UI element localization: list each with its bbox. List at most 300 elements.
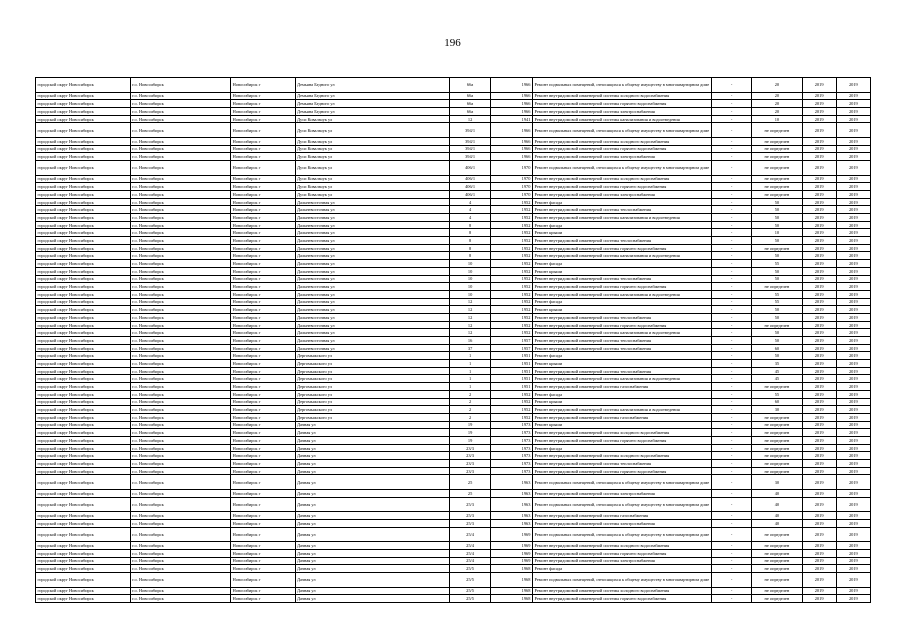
work-type-cell: Ремонт внутридомовой инженерной системы горячего водоснабжения	[532, 283, 711, 291]
end-year-cell: 2019	[836, 153, 870, 161]
city-cell: Новосибирск г	[231, 329, 295, 337]
dash-cell: -	[712, 321, 752, 329]
dash-cell: -	[712, 413, 752, 421]
house-number-cell: 2	[450, 390, 490, 398]
dash-cell: -	[712, 100, 752, 108]
amount-cell: 55	[752, 390, 802, 398]
house-number-cell: 406/1	[450, 190, 490, 198]
municipality-cell: г.о. Новосибирск	[130, 467, 231, 475]
end-year-cell: 2019	[836, 175, 870, 183]
dash-cell: -	[712, 161, 752, 176]
municipality-cell: г.о. Новосибирск	[130, 115, 231, 123]
street-cell: Дачная ул	[295, 460, 450, 468]
municipality-cell: г.о. Новосибирск	[130, 329, 231, 337]
street-cell: Дальневосточная ул	[295, 306, 450, 314]
region-cell: городской округ Новосибирск	[36, 313, 131, 321]
house-number-cell: 25/4	[450, 557, 490, 565]
work-type-cell: Ремонт подвальных помещений, относящихся к общему имуществу в многоквартирном доме	[532, 573, 711, 588]
region-cell: городской округ Новосибирск	[36, 244, 131, 252]
table-row	[36, 190, 871, 198]
start-year-cell: 2019	[802, 383, 836, 391]
amount-cell: не определен	[752, 573, 802, 588]
region-cell: городской округ Новосибирск	[36, 497, 131, 512]
table-row	[36, 549, 871, 557]
municipality-cell: г.о. Новосибирск	[130, 595, 231, 603]
region-cell: городской округ Новосибирск	[36, 221, 131, 229]
region-cell: городской округ Новосибирск	[36, 206, 131, 214]
amount-cell: 40	[752, 497, 802, 512]
end-year-cell: 2019	[836, 436, 870, 444]
municipality-cell: г.о. Новосибирск	[130, 383, 231, 391]
start-year-cell: 2019	[802, 252, 836, 260]
work-type-cell: Ремонт внутридомовой инженерной системы холодного водоснабжения	[532, 587, 711, 595]
street-cell: Дуси Ковальчук ул	[295, 190, 450, 198]
build-year-cell: 1952	[490, 237, 532, 245]
work-type-cell: Ремонт фасада	[532, 260, 711, 268]
street-cell: Дальневосточная ул	[295, 244, 450, 252]
region-cell: городской округ Новосибирск	[36, 283, 131, 291]
build-year-cell: 1968	[490, 565, 532, 573]
build-year-cell: 1966	[490, 123, 532, 138]
table-row	[36, 352, 871, 360]
end-year-cell: 2019	[836, 527, 870, 542]
dash-cell: -	[712, 444, 752, 452]
table-row	[36, 375, 871, 383]
start-year-cell: 2019	[802, 413, 836, 421]
house-number-cell: 66а	[450, 107, 490, 115]
table-row	[36, 275, 871, 283]
start-year-cell: 2019	[802, 92, 836, 100]
house-number-cell: 394/1	[450, 137, 490, 145]
house-number-cell: 25/4	[450, 527, 490, 542]
table-row	[36, 565, 871, 573]
work-type-cell: Ремонт внутридомовой инженерной системы теплоснабжения	[532, 275, 711, 283]
municipality-cell: г.о. Новосибирск	[130, 360, 231, 368]
house-number-cell: 66а	[450, 78, 490, 93]
amount-cell: 50	[752, 252, 802, 260]
amount-cell: 55	[752, 290, 802, 298]
house-number-cell: 23/3	[450, 444, 490, 452]
municipality-cell: г.о. Новосибирск	[130, 313, 231, 321]
region-cell: городской округ Новосибирск	[36, 549, 131, 557]
house-number-cell: 1	[450, 375, 490, 383]
table-row	[36, 321, 871, 329]
dash-cell: -	[712, 283, 752, 291]
start-year-cell: 2019	[802, 587, 836, 595]
start-year-cell: 2019	[802, 406, 836, 414]
start-year-cell: 2019	[802, 229, 836, 237]
dash-cell: -	[712, 275, 752, 283]
municipality-cell: г.о. Новосибирск	[130, 290, 231, 298]
start-year-cell: 2019	[802, 321, 836, 329]
table-row	[36, 137, 871, 145]
work-type-cell: Ремонт внутридомовой инженерной системы горячего водоснабжения	[532, 321, 711, 329]
start-year-cell: 2019	[802, 313, 836, 321]
table-row	[36, 475, 871, 490]
dash-cell: -	[712, 306, 752, 314]
build-year-cell: 1973	[490, 436, 532, 444]
dash-cell: -	[712, 229, 752, 237]
region-cell: городской округ Новосибирск	[36, 298, 131, 306]
street-cell: Дачная ул	[295, 587, 450, 595]
start-year-cell: 2019	[802, 344, 836, 352]
street-cell: Дачная ул	[295, 436, 450, 444]
dash-cell: -	[712, 527, 752, 542]
amount-cell: 50	[752, 313, 802, 321]
work-type-cell: Ремонт внутридомовой инженерной системы канализования и водоотведения	[532, 375, 711, 383]
amount-cell: не определен	[752, 565, 802, 573]
end-year-cell: 2019	[836, 283, 870, 291]
work-type-cell: Ремонт подвальных помещений, относящихся к общему имуществу в многоквартирном доме	[532, 497, 711, 512]
street-cell: Дальневосточная ул	[295, 206, 450, 214]
table-row	[36, 542, 871, 550]
amount-cell: 45	[752, 375, 802, 383]
city-cell: Новосибирск г	[231, 260, 295, 268]
build-year-cell: 1951	[490, 375, 532, 383]
amount-cell: 30	[752, 475, 802, 490]
end-year-cell: 2019	[836, 367, 870, 375]
start-year-cell: 2019	[802, 367, 836, 375]
work-type-cell: Ремонт крыши	[532, 398, 711, 406]
region-cell: городской округ Новосибирск	[36, 161, 131, 176]
city-cell: Новосибирск г	[231, 497, 295, 512]
region-cell: городской округ Новосибирск	[36, 145, 131, 153]
work-type-cell: Ремонт внутридомовой инженерной системы газоснабжения	[532, 512, 711, 520]
dash-cell: -	[712, 360, 752, 368]
build-year-cell: 1973	[490, 460, 532, 468]
region-cell: городской округ Новосибирск	[36, 595, 131, 603]
start-year-cell: 2019	[802, 429, 836, 437]
start-year-cell: 2019	[802, 452, 836, 460]
end-year-cell: 2019	[836, 183, 870, 191]
house-number-cell: 1	[450, 352, 490, 360]
street-cell: Дачная ул	[295, 497, 450, 512]
table-row	[36, 229, 871, 237]
end-year-cell: 2019	[836, 298, 870, 306]
dash-cell: -	[712, 436, 752, 444]
street-cell: Дергомыжского ул	[295, 367, 450, 375]
work-type-cell: Ремонт внутридомовой инженерной системы газоснабжения	[532, 383, 711, 391]
municipality-cell: г.о. Новосибирск	[130, 153, 231, 161]
amount-cell: не определен	[752, 190, 802, 198]
dash-cell: -	[712, 206, 752, 214]
start-year-cell: 2019	[802, 337, 836, 345]
city-cell: Новосибирск г	[231, 549, 295, 557]
house-number-cell: 1	[450, 367, 490, 375]
amount-cell: не определен	[752, 557, 802, 565]
street-cell: Демьяна Бедного ул	[295, 92, 450, 100]
work-type-cell: Ремонт фасада	[532, 352, 711, 360]
city-cell: Новосибирск г	[231, 244, 295, 252]
city-cell: Новосибирск г	[231, 283, 295, 291]
amount-cell: 50	[752, 329, 802, 337]
end-year-cell: 2019	[836, 100, 870, 108]
dash-cell: -	[712, 198, 752, 206]
amount-cell: 40	[752, 490, 802, 498]
house-number-cell: 10	[450, 260, 490, 268]
municipality-cell: г.о. Новосибирск	[130, 161, 231, 176]
city-cell: Новосибирск г	[231, 206, 295, 214]
start-year-cell: 2019	[802, 260, 836, 268]
dash-cell: -	[712, 383, 752, 391]
end-year-cell: 2019	[836, 475, 870, 490]
street-cell: Демьяна Бедного ул	[295, 107, 450, 115]
dash-cell: -	[712, 557, 752, 565]
house-number-cell: 25/4	[450, 549, 490, 557]
amount-cell: не определен	[752, 183, 802, 191]
table-row	[36, 161, 871, 176]
city-cell: Новосибирск г	[231, 344, 295, 352]
city-cell: Новосибирск г	[231, 290, 295, 298]
end-year-cell: 2019	[836, 497, 870, 512]
amount-cell: не определен	[752, 283, 802, 291]
city-cell: Новосибирск г	[231, 78, 295, 93]
house-number-cell: 4	[450, 198, 490, 206]
amount-cell: 55	[752, 298, 802, 306]
build-year-cell: 1951	[490, 360, 532, 368]
house-number-cell: 2	[450, 413, 490, 421]
amount-cell: 50	[752, 221, 802, 229]
build-year-cell: 1970	[490, 190, 532, 198]
house-number-cell: 25	[450, 475, 490, 490]
table-row	[36, 367, 871, 375]
build-year-cell: 1952	[490, 313, 532, 321]
start-year-cell: 2019	[802, 298, 836, 306]
city-cell: Новосибирск г	[231, 237, 295, 245]
table-row	[36, 337, 871, 345]
city-cell: Новосибирск г	[231, 306, 295, 314]
street-cell: Дачная ул	[295, 467, 450, 475]
amount-cell: не определен	[752, 321, 802, 329]
build-year-cell: 1952	[490, 229, 532, 237]
city-cell: Новосибирск г	[231, 229, 295, 237]
table-row	[36, 467, 871, 475]
build-year-cell: 1970	[490, 161, 532, 176]
work-type-cell: Ремонт внутридомовой инженерной системы теплоснабжения	[532, 367, 711, 375]
table-row	[36, 290, 871, 298]
region-cell: городской округ Новосибирск	[36, 429, 131, 437]
dash-cell: -	[712, 153, 752, 161]
municipality-cell: г.о. Новосибирск	[130, 337, 231, 345]
work-type-cell: Ремонт внутридомовой инженерной системы канализования и водоотведения	[532, 115, 711, 123]
amount-cell: 50	[752, 275, 802, 283]
municipality-cell: г.о. Новосибирск	[130, 519, 231, 527]
city-cell: Новосибирск г	[231, 413, 295, 421]
dash-cell: -	[712, 214, 752, 222]
work-type-cell: Ремонт внутридомовой инженерной системы электроснабжения	[532, 190, 711, 198]
start-year-cell: 2019	[802, 375, 836, 383]
work-type-cell: Ремонт подвальных помещений, относящихся к общему имуществу в многоквартирном доме	[532, 78, 711, 93]
municipality-cell: г.о. Новосибирск	[130, 145, 231, 153]
amount-cell: 50	[752, 214, 802, 222]
municipality-cell: г.о. Новосибирск	[130, 275, 231, 283]
end-year-cell: 2019	[836, 107, 870, 115]
start-year-cell: 2019	[802, 183, 836, 191]
table-row	[36, 573, 871, 588]
municipality-cell: г.о. Новосибирск	[130, 557, 231, 565]
house-number-cell: 4	[450, 206, 490, 214]
street-cell: Дальневосточная ул	[295, 313, 450, 321]
build-year-cell: 1973	[490, 444, 532, 452]
end-year-cell: 2019	[836, 229, 870, 237]
house-number-cell: 37	[450, 344, 490, 352]
table-row	[36, 298, 871, 306]
amount-cell: не определен	[752, 467, 802, 475]
dash-cell: -	[712, 183, 752, 191]
municipality-cell: г.о. Новосибирск	[130, 198, 231, 206]
city-cell: Новосибирск г	[231, 367, 295, 375]
house-number-cell: 406/1	[450, 175, 490, 183]
amount-cell: 40	[752, 512, 802, 520]
work-type-cell: Ремонт внутридомовой инженерной системы электроснабжения	[532, 519, 711, 527]
build-year-cell: 1973	[490, 452, 532, 460]
work-type-cell: Ремонт внутридомовой инженерной системы газоснабжения	[532, 413, 711, 421]
build-year-cell: 1952	[490, 275, 532, 283]
table-row	[36, 519, 871, 527]
start-year-cell: 2019	[802, 244, 836, 252]
street-cell: Дальневосточная ул	[295, 221, 450, 229]
build-year-cell: 1966	[490, 100, 532, 108]
start-year-cell: 2019	[802, 329, 836, 337]
municipality-cell: г.о. Новосибирск	[130, 123, 231, 138]
street-cell: Дальневосточная ул	[295, 290, 450, 298]
table-row	[36, 92, 871, 100]
dash-cell: -	[712, 337, 752, 345]
dash-cell: -	[712, 252, 752, 260]
end-year-cell: 2019	[836, 267, 870, 275]
work-type-cell: Ремонт подвальных помещений, относящихся к общему имуществу в многоквартирном доме	[532, 527, 711, 542]
street-cell: Дергомыжского ул	[295, 413, 450, 421]
table-row	[36, 398, 871, 406]
end-year-cell: 2019	[836, 413, 870, 421]
table-row	[36, 100, 871, 108]
region-cell: городской округ Новосибирск	[36, 542, 131, 550]
build-year-cell: 1966	[490, 107, 532, 115]
street-cell: Дачная ул	[295, 421, 450, 429]
municipality-cell: г.о. Новосибирск	[130, 460, 231, 468]
street-cell: Дачная ул	[295, 452, 450, 460]
city-cell: Новосибирск г	[231, 421, 295, 429]
dash-cell: -	[712, 115, 752, 123]
build-year-cell: 1973	[490, 421, 532, 429]
street-cell: Дальневосточная ул	[295, 275, 450, 283]
municipality-cell: г.о. Новосибирск	[130, 92, 231, 100]
end-year-cell: 2019	[836, 383, 870, 391]
end-year-cell: 2019	[836, 206, 870, 214]
municipality-cell: г.о. Новосибирск	[130, 542, 231, 550]
amount-cell: 10	[752, 115, 802, 123]
amount-cell: не определен	[752, 161, 802, 176]
amount-cell: не определен	[752, 175, 802, 183]
municipality-cell: г.о. Новосибирск	[130, 429, 231, 437]
house-number-cell: 25/5	[450, 565, 490, 573]
house-number-cell: 19	[450, 421, 490, 429]
region-cell: городской округ Новосибирск	[36, 375, 131, 383]
table-row	[36, 383, 871, 391]
work-type-cell: Ремонт подвальных помещений, относящихся к общему имуществу в многоквартирном доме	[532, 161, 711, 176]
build-year-cell: 1963	[490, 475, 532, 490]
start-year-cell: 2019	[802, 78, 836, 93]
city-cell: Новосибирск г	[231, 175, 295, 183]
street-cell: Дуси Ковальчук ул	[295, 175, 450, 183]
region-cell: городской округ Новосибирск	[36, 237, 131, 245]
dash-cell: -	[712, 313, 752, 321]
region-cell: городской округ Новосибирск	[36, 367, 131, 375]
street-cell: Дальневосточная ул	[295, 267, 450, 275]
house-number-cell: 12	[450, 306, 490, 314]
dash-cell: -	[712, 497, 752, 512]
build-year-cell: 1969	[490, 549, 532, 557]
table-row	[36, 444, 871, 452]
start-year-cell: 2019	[802, 557, 836, 565]
amount-cell: 50	[752, 237, 802, 245]
work-type-cell: Ремонт внутридомовой инженерной системы теплоснабжения	[532, 460, 711, 468]
work-type-cell: Ремонт внутридомовой инженерной системы канализования и водоотведения	[532, 214, 711, 222]
start-year-cell: 2019	[802, 221, 836, 229]
table-row	[36, 206, 871, 214]
municipality-cell: г.о. Новосибирск	[130, 214, 231, 222]
street-cell: Дергомыжского ул	[295, 375, 450, 383]
amount-cell: 55	[752, 260, 802, 268]
end-year-cell: 2019	[836, 78, 870, 93]
house-number-cell: 12	[450, 115, 490, 123]
table-row	[36, 460, 871, 468]
build-year-cell: 1963	[490, 497, 532, 512]
start-year-cell: 2019	[802, 107, 836, 115]
municipality-cell: г.о. Новосибирск	[130, 175, 231, 183]
city-cell: Новосибирск г	[231, 375, 295, 383]
street-cell: Дальневосточная ул	[295, 237, 450, 245]
dash-cell: -	[712, 542, 752, 550]
municipality-cell: г.о. Новосибирск	[130, 444, 231, 452]
start-year-cell: 2019	[802, 283, 836, 291]
street-cell: Дачная ул	[295, 429, 450, 437]
municipality-cell: г.о. Новосибирск	[130, 452, 231, 460]
house-number-cell: 25/5	[450, 587, 490, 595]
start-year-cell: 2019	[802, 512, 836, 520]
municipality-cell: г.о. Новосибирск	[130, 298, 231, 306]
region-cell: городской округ Новосибирск	[36, 92, 131, 100]
build-year-cell: 1952	[490, 413, 532, 421]
build-year-cell: 1952	[490, 206, 532, 214]
dash-cell: -	[712, 145, 752, 153]
table-row	[36, 595, 871, 603]
house-number-cell: 25/3	[450, 512, 490, 520]
build-year-cell: 1952	[490, 329, 532, 337]
table-row	[36, 557, 871, 565]
build-year-cell: 1952	[490, 406, 532, 414]
city-cell: Новосибирск г	[231, 573, 295, 588]
amount-cell: не определен	[752, 244, 802, 252]
city-cell: Новосибирск г	[231, 460, 295, 468]
municipality-cell: г.о. Новосибирск	[130, 573, 231, 588]
municipality-cell: г.о. Новосибирск	[130, 260, 231, 268]
work-type-cell: Ремонт внутридомовой инженерной системы горячего водоснабжения	[532, 436, 711, 444]
build-year-cell: 1952	[490, 290, 532, 298]
build-year-cell: 1970	[490, 183, 532, 191]
work-type-cell: Ремонт внутридомовой инженерной системы теплоснабжения	[532, 313, 711, 321]
street-cell: Дергомыжского ул	[295, 383, 450, 391]
build-year-cell: 1963	[490, 519, 532, 527]
start-year-cell: 2019	[802, 444, 836, 452]
house-number-cell: 8	[450, 244, 490, 252]
street-cell: Дальневосточная ул	[295, 321, 450, 329]
amount-cell: не определен	[752, 383, 802, 391]
end-year-cell: 2019	[836, 421, 870, 429]
city-cell: Новосибирск г	[231, 390, 295, 398]
house-number-cell: 12	[450, 321, 490, 329]
house-number-cell: 10	[450, 290, 490, 298]
